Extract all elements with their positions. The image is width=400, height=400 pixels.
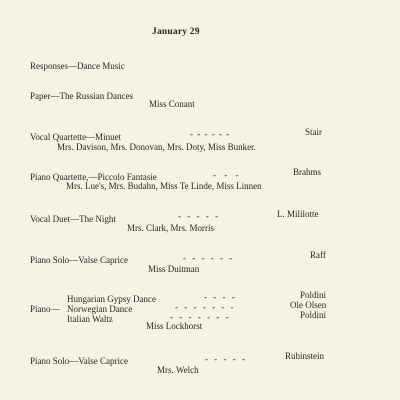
page-date: January 29	[152, 27, 200, 37]
composer-brahms: Brahms	[293, 167, 321, 177]
leader-dots: - - - - - - -	[170, 312, 231, 322]
performers-piano-group: Miss Lockhorst	[146, 321, 203, 331]
program-item-paper: Paper—The Russian Dances	[30, 91, 133, 101]
piece-title: Hungarian Gypsy Dance	[67, 294, 156, 304]
leader-dots: - - - - -	[178, 211, 220, 221]
program-item-piano-group: Piano—	[30, 304, 60, 314]
composer-poldini: Poldini	[300, 310, 327, 320]
program-item-piano-solo-rubinstein: Piano Solo—Valse Caprice	[30, 356, 128, 366]
piece-title: Italian Waltz	[67, 314, 113, 324]
leader-dots: - - - - - -	[183, 253, 235, 263]
program-item-piano-solo-raff: Piano Solo—Valse Caprice	[30, 255, 128, 265]
composer-rubinstein: Rubinstein	[285, 351, 325, 361]
composer-mililotte: L. Mililotte	[277, 209, 319, 219]
composer-raff: Raff	[310, 250, 326, 260]
performers-paper: Miss Conant	[149, 99, 195, 109]
performers-piano-solo-raff: Miss Duitman	[148, 264, 200, 274]
composer-stair: Stair	[305, 127, 322, 137]
leader-dots: - - - - - -	[190, 129, 231, 139]
piece-title: Norwegian Dance	[67, 304, 133, 314]
program-item-vocal-quartette: Vocal Quartette—Minuet	[30, 132, 122, 142]
program-item-responses: Responses—Dance Music	[30, 61, 125, 71]
leader-dots: - - - -	[204, 292, 237, 302]
performers-vocal-quartette: Mrs. Davison, Mrs. Donovan, Mrs. Doty, Miss Bunker.	[57, 142, 256, 152]
performers-vocal-duet: Mrs. Clark, Mrs. Morris	[127, 223, 214, 233]
leader-dots: - - - - - - -	[175, 302, 236, 312]
performers-piano-quartette: Mrs. Lue's, Mrs. Budahn, Miss Te Linde, Miss Linnen	[66, 181, 262, 191]
program-item-piano-quartette: Piano Quartette,—Piccolo Fantasie	[30, 172, 157, 182]
leader-dots: - - -	[213, 170, 242, 180]
composer-ole-olsen: Ole Olsen	[290, 300, 327, 310]
performers-piano-solo-rubinstein: Mrs. Welch	[157, 365, 199, 375]
program-item-vocal-duet: Vocal Duet—The Night	[30, 214, 116, 224]
composer-poldini: Poldini	[300, 290, 327, 300]
leader-dots: - - - - -	[205, 354, 247, 364]
